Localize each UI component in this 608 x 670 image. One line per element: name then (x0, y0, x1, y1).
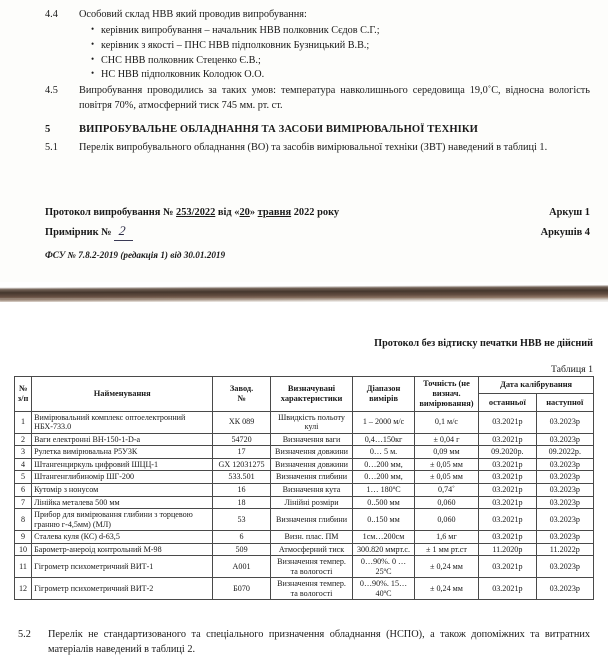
cell-accuracy: ± 1 мм рт.ст (414, 543, 478, 556)
header-accuracy-line1: Точність (не (423, 379, 470, 388)
cell-name: Гігрометр психометричний ВИТ-1 (32, 556, 213, 578)
stamp-validity-note: Протокол без відтиску печатки НВВ не дійсний (374, 338, 593, 349)
cell-number: 10 (15, 543, 32, 556)
header-range (353, 377, 414, 412)
clause-4-4-text: Особовий склад НВВ який проводив випробування: (79, 9, 307, 20)
cell-calibration-last: 03.2021р (479, 458, 536, 471)
header-range-line1: Діапазон (366, 383, 401, 393)
cell-calibration-next: 03.2023р (536, 496, 593, 509)
cell-factory-number: 54720 (213, 433, 270, 446)
header-characteristics-line2: характеристики (280, 393, 343, 403)
cell-characteristics: Визначення глибини (270, 471, 353, 484)
cell-characteristics: Атмосферний тиск (270, 543, 353, 556)
cell-name: Кутомір з нонусом (32, 484, 213, 497)
cell-calibration-last: 03.2021р (479, 531, 536, 544)
sheets-total-label: Аркушів 4 (540, 226, 590, 238)
section-5-title: ВИПРОБУВАЛЬНЕ ОБЛАДНАННЯ ТА ЗАСОБИ ВИМІРЮВАЛЬНОЇ ТЕХНІКИ (79, 124, 479, 135)
cell-calibration-next: 03.2023р (536, 471, 593, 484)
cell-range: 300.820 ммрт.с. (353, 543, 414, 556)
cell-characteristics: Визначення довжини (270, 458, 353, 471)
protocol-prefix: Протокол випробування № (45, 207, 174, 218)
clause-5-2 (18, 628, 590, 657)
cell-calibration-last: 03.2021р (479, 556, 536, 578)
cell-accuracy: 0,1 м/с (414, 411, 478, 433)
cell-accuracy: ± 0,04 г (414, 433, 478, 446)
cell-calibration-next: 03.2023р (536, 411, 593, 433)
header-number (15, 377, 32, 412)
clause-4-5-number: 4.5 (45, 85, 58, 96)
header-characteristics-line1: Визначувані (287, 383, 336, 393)
header-range-line2: вимірів (369, 393, 398, 403)
cell-accuracy: 0,060 (414, 496, 478, 509)
cell-range: 0..500 мм (353, 496, 414, 509)
cell-accuracy: 0,74˚ (414, 484, 478, 497)
cell-characteristics: Швидкість польоту кулі (270, 411, 353, 433)
table-row (15, 411, 594, 433)
personnel-list (45, 24, 590, 83)
section-5-heading (45, 124, 593, 135)
protocol-number: 253/2022 (176, 207, 216, 218)
cell-name: Ваги електронні ВН-150-1-D-а (32, 433, 213, 446)
cell-factory-number: 17 (213, 446, 270, 459)
cell-range: 0..150 мм (353, 509, 414, 531)
clause-4-4-number: 4.4 (45, 9, 58, 20)
cell-factory-number: 6 (213, 531, 270, 544)
cell-calibration-next: 03.2023р (536, 531, 593, 544)
header-name: Найменування (32, 377, 213, 412)
table-row (15, 471, 594, 484)
cell-accuracy: ± 0,24 мм (414, 556, 478, 578)
cell-number: 3 (15, 446, 32, 459)
cell-calibration-next: 03.2023р (536, 433, 593, 446)
cell-calibration-next: 03.2023р (536, 556, 593, 578)
cell-name: Барометр-анероід контрольний М-98 (32, 543, 213, 556)
cell-accuracy: ± 0,05 мм (414, 471, 478, 484)
cell-name: Гігрометр психометричний ВИТ-2 (32, 578, 213, 600)
header-accuracy-line3: вимірювання) (419, 398, 474, 408)
cell-range: 0…200 мм, (353, 471, 414, 484)
cell-calibration-last: 03.2021р (479, 509, 536, 531)
cell-number: 12 (15, 578, 32, 600)
header-accuracy-line2: визнач. (432, 388, 461, 398)
table-row (15, 509, 594, 531)
cell-characteristics: Визначення довжини (270, 446, 353, 459)
protocol-year: 2022 року (293, 207, 340, 218)
cell-calibration-next: 03.2023р (536, 509, 593, 531)
cell-factory-number: 53 (213, 509, 270, 531)
clause-5-1-number: 5.1 (45, 142, 58, 153)
cell-calibration-next: 09.2022р. (536, 446, 593, 459)
cell-accuracy: 0,060 (414, 509, 478, 531)
table-row (15, 458, 594, 471)
cell-calibration-last: 03.2021р (479, 578, 536, 600)
cell-calibration-next: 03.2023р (536, 484, 593, 497)
header-calibration-group: Дата калібрування (479, 377, 594, 394)
cell-accuracy: ± 0,24 мм (414, 578, 478, 600)
cell-characteristics: Лінійні розміри (270, 496, 353, 509)
clause-5-1 (45, 141, 593, 156)
protocol-month: травня (257, 207, 292, 218)
cell-range: 0…200 мм, (353, 458, 414, 471)
protocol-vid: від « (217, 207, 240, 218)
cell-calibration-last: 03.2021р (479, 496, 536, 509)
cell-number: 8 (15, 509, 32, 531)
list-item: • НС НВВ підполковник Колодюк О.О. (45, 68, 590, 83)
list-item: • керівник випробування – начальник НВВ полковник Сєдов С.Г.; (45, 24, 590, 39)
header-characteristics (270, 377, 353, 412)
page-one-footer (45, 205, 590, 260)
cell-factory-number: Б070 (213, 578, 270, 600)
cell-characteristics: Визначення ваги (270, 433, 353, 446)
cell-factory-number: 16 (213, 484, 270, 497)
header-factory-line2: № (237, 393, 246, 403)
cell-factory-number: 18 (213, 496, 270, 509)
cell-characteristics: Визн. плас. ПМ (270, 531, 353, 544)
table-row (15, 556, 594, 578)
header-factory-line1: Завод. (229, 383, 254, 393)
cell-range: 1 – 2000 м/с (353, 411, 414, 433)
protocol-day: 20 (239, 207, 250, 218)
cell-number: 11 (15, 556, 32, 578)
copy-prefix: Примірник № (45, 226, 112, 238)
cell-accuracy: 1,6 мг (414, 531, 478, 544)
equipment-table-body (15, 411, 594, 600)
cell-characteristics: Визначення темпер. та вологості (270, 578, 353, 600)
table-row (15, 531, 594, 544)
clause-5-2-number: 5.2 (18, 629, 31, 640)
header-calibration-last: останньої (479, 394, 536, 411)
protocol-identifier (45, 205, 339, 221)
protocol-line (45, 205, 590, 221)
table-row (15, 484, 594, 497)
cell-number: 1 (15, 411, 32, 433)
cell-characteristics: Визначення темпер. та вологості (270, 556, 353, 578)
header-accuracy (414, 377, 478, 412)
cell-factory-number: А001 (213, 556, 270, 578)
cell-range: 1см…200см (353, 531, 414, 544)
clause-5-2-text: Перелік не стандартизованого та спеціального призначення обладнання (НСПО), а також допоміжних та витратних матеріалів наведений в таблиці 2. (48, 629, 590, 655)
cell-characteristics: Визначення глибини (270, 509, 353, 531)
cell-number: 4 (15, 458, 32, 471)
cell-name: Вимірювальний комплекс оптоелектронний НБХ-733.0 (32, 411, 213, 433)
cell-calibration-last: 09.2020р. (479, 446, 536, 459)
cell-factory-number: 509 (213, 543, 270, 556)
cell-factory-number: ХК 089 (213, 411, 270, 433)
clause-4-5-text: Випробування проводились за таких умов: температура навколишнього середовища 19,0˚С, відносна вологість повітря 70%, атмосферний тиск 745 мм. рт. ст. (79, 85, 590, 111)
table-row (15, 446, 594, 459)
header-factory-number (213, 377, 270, 412)
cell-number: 6 (15, 484, 32, 497)
list-item: • керівник з якості – ПНС НВВ підполковник Бузницький В.В.; (45, 39, 590, 54)
cell-name: Штангенциркуль цифровий ШЦЦ-1 (32, 458, 213, 471)
cell-name: Сталева куля (КС) d-63,5 (32, 531, 213, 544)
cell-factory-number: GX 12031275 (213, 458, 270, 471)
copy-number-handwritten (114, 221, 133, 242)
cell-calibration-last: 03.2021р (479, 433, 536, 446)
cell-calibration-next: 03.2023р (536, 578, 593, 600)
cell-calibration-last: 11.2020р (479, 543, 536, 556)
cell-name: Рулетка вимірювальна Р5У3К (32, 446, 213, 459)
header-number-line1: № (18, 383, 28, 393)
table-row (15, 433, 594, 446)
equipment-table (14, 376, 594, 600)
cell-characteristics: Визначення кута (270, 484, 353, 497)
table-row (15, 578, 594, 600)
cell-factory-number: 533.501 (213, 471, 270, 484)
cell-range: 0…90%. 15…40ºС (353, 578, 414, 600)
cell-number: 7 (15, 496, 32, 509)
cell-name: Прибор для вимірювання глибини з торцевою гранню г-4,5мм) (МЛ) (32, 509, 213, 531)
cell-name: Лінійка металева 500 мм (32, 496, 213, 509)
clause-5-1-text: Перелік випробувального обладнання (ВО) та засобів вимірювальної техніки (ЗВТ) наведений в таблиці 1. (79, 142, 548, 153)
copy-number: 2 (118, 222, 127, 238)
cell-number: 5 (15, 471, 32, 484)
sheet-label: Аркуш 1 (549, 207, 590, 218)
list-item: • СНС НВВ полковник Стеценко Є.В.; (45, 54, 590, 69)
cell-number: 9 (15, 531, 32, 544)
form-reference: ФСУ № 7.8.2-2019 (редакція 1) від 30.01.2019 (45, 250, 226, 261)
table-row (15, 496, 594, 509)
cell-name: Штангенглибиномір ШГ-200 (32, 471, 213, 484)
cell-range: 0… 5 м. (353, 446, 414, 459)
cell-accuracy: ± 0,05 мм (414, 458, 478, 471)
copy-line (45, 221, 590, 242)
clause-4-4 (45, 8, 590, 23)
table-caption: Таблиця 1 (550, 364, 593, 375)
cell-number: 2 (15, 433, 32, 446)
section-5-number: 5 (45, 124, 51, 135)
header-calibration-next: наступної (536, 394, 593, 411)
table-header-row (15, 377, 594, 394)
cell-calibration-next: 03.2023р (536, 458, 593, 471)
protocol-day-close: » (249, 207, 256, 218)
cell-range: 1… 180ºС (353, 484, 414, 497)
cell-calibration-last: 03.2021р (479, 484, 536, 497)
document-page-one-fragment (0, 0, 608, 282)
copy-identifier (45, 221, 133, 242)
clause-4-5 (45, 84, 590, 113)
cell-calibration-last: 03.2021р (479, 471, 536, 484)
table-row (15, 543, 594, 556)
header-number-line2: з/п (17, 393, 29, 403)
cell-calibration-last: 03.2021р (479, 411, 536, 433)
cell-range: 0…90%. 0 …25ºС (353, 556, 414, 578)
cell-range: 0,4…150кг (353, 433, 414, 446)
cell-accuracy: 0,09 мм (414, 446, 478, 459)
cell-calibration-next: 11.2022р (536, 543, 593, 556)
